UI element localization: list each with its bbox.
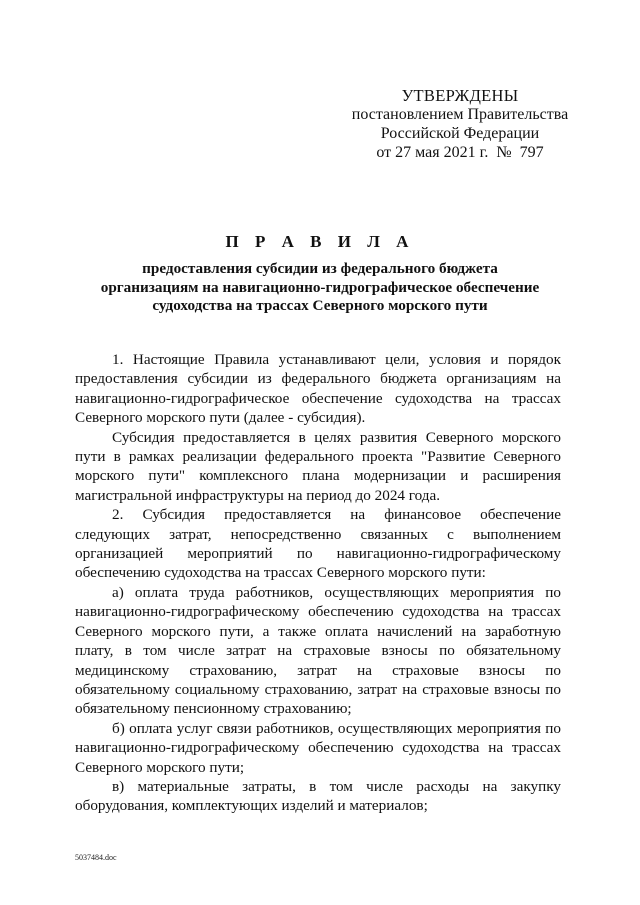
footer-doc-id: 5037484.doc: [75, 853, 117, 862]
subtitle-line-2: организациям на навигационно-гидрографическое обеспечение: [100, 278, 540, 296]
approval-line-3: от 27 мая 2021 г. № 797: [376, 144, 544, 161]
paragraph-2: Субсидия предоставляется в целях развития Северного морского пути в рамках реализации федерального проекта "Развитие Северного морского пути" комплексного плана модернизации и расширения магистральной инфраструктуры на период до 2024 года.: [75, 428, 561, 504]
paragraph-1: 1. Настоящие Правила устанавливают цели, условия и порядок предоставления субсидии из федерального бюджета организациям на навигационно-гидрографическое обеспечение судоходства на трассах Северного морского пути (далее - субсидия).: [75, 351, 561, 427]
subtitle-line-1: предоставления субсидии из федерального бюджета: [142, 260, 498, 277]
document-subtitle: [100, 260, 540, 316]
approval-line-1: постановлением Правительства: [351, 106, 569, 123]
paragraph-6: в) материальные затраты, в том числе расходы на закупку оборудования, комплектующих изделий и материалов;: [75, 777, 561, 815]
paragraph-4: а) оплата труда работников, осуществляющих мероприятия по навигационно-гидрографическому обеспечению судоходства на трассах Северного морского пути, а также оплата начислений на заработную плату, в том числе затрат на страховые взносы по обязательному медицинскому страхованию, затрат на страховые взносы по обязательному социальному страхованию, затрат на страховые взносы по обязательному пенсионному страхованию;: [75, 583, 561, 718]
paragraph-3: 2. Субсидия предоставляется на финансовое обеспечение следующих затрат, непосредственно связанных с выполнением организацией мероприятий по навигационно-гидрографическому обеспечению судоходства на трассах Северного морского пути:: [75, 506, 561, 582]
document-body: [75, 350, 561, 816]
paragraph-5: б) оплата услуг связи работников, осуществляющих мероприятия по навигационно-гидрографическому обеспечению судоходства на трассах Северного морского пути;: [75, 719, 561, 776]
approval-line-2: Российской Федерации: [380, 125, 540, 142]
approval-heading: УТВЕРЖДЕНЫ: [401, 86, 519, 105]
document-title: П Р А В И Л А: [225, 232, 415, 251]
subtitle-line-3: судоходства на трассах Северного морского пути: [152, 297, 488, 314]
approval-block: [300, 86, 620, 162]
